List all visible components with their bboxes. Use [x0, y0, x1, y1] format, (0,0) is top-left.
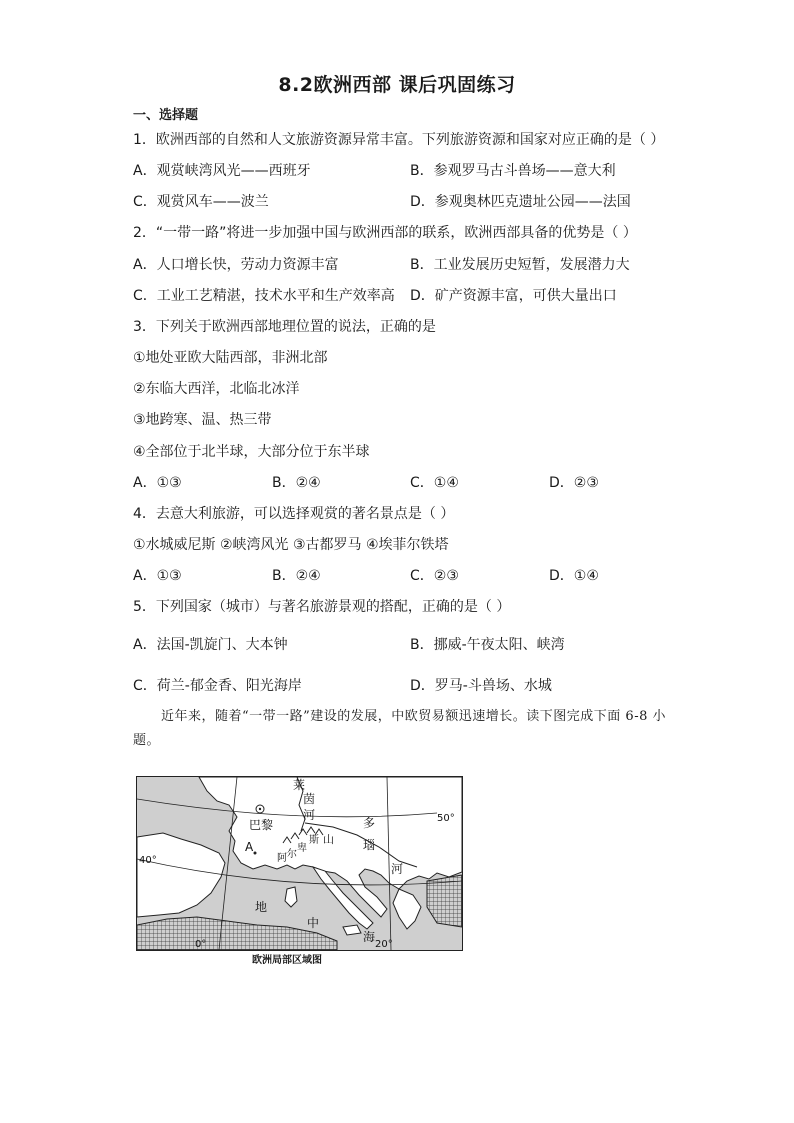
question-3-option-b[interactable]: B．②④: [272, 475, 321, 491]
question-3-option-c[interactable]: C．①④: [410, 475, 459, 491]
question-2-option-a[interactable]: A．人口增长快，劳动力资源丰富: [133, 257, 339, 273]
rhine-label-1: 莱: [293, 778, 306, 792]
question-1-option-a[interactable]: A．观赏峡湾风光——西班牙: [133, 163, 311, 179]
paris-label: 巴黎: [249, 818, 274, 832]
med-label-3: 海: [363, 930, 376, 944]
question-1-option-d[interactable]: D．参观奥林匹克遗址公园——法国: [410, 194, 631, 210]
question-3-statement-4: ④全部位于北半球，大部分位于东半球: [133, 444, 370, 460]
question-5-stem: 5．下列国家（城市）与著名旅游景观的搭配，正确的是（ ）: [133, 599, 511, 615]
rhine-label-3: 河: [303, 808, 316, 822]
rhine-label-2: 茵: [303, 792, 316, 806]
page-title: 8.2欧洲西部 课后巩固练习: [278, 74, 516, 96]
question-3-option-a[interactable]: A．①③: [133, 475, 182, 491]
med-label-2: 中: [307, 916, 320, 930]
question-4-statements: ①水城威尼斯 ②峡湾风光 ③古都罗马 ④埃菲尔铁塔: [133, 537, 449, 553]
alps-label-3: 卑: [297, 843, 307, 854]
point-a-marker: [254, 852, 257, 855]
latitude-40-label: 40°: [139, 855, 157, 866]
longitude-20-label: 20°: [375, 939, 393, 950]
latitude-50-label: 50°: [437, 813, 455, 824]
alps-label-4: 斯: [309, 835, 319, 846]
alps-label-1: 阿: [277, 853, 287, 864]
danube-label-3: 河: [391, 862, 404, 876]
question-1-stem: 1．欧洲西部的自然和人文旅游资源异常丰富。下列旅游资源和国家对应正确的是（ ）: [133, 132, 665, 148]
question-4-option-d[interactable]: D．①④: [549, 568, 599, 584]
question-3-stem: 3．下列关于欧洲西部地理位置的说法，正确的是: [133, 319, 436, 335]
question-2-option-d[interactable]: D．矿产资源丰富，可供大量出口: [410, 288, 617, 304]
question-5-option-c[interactable]: C．荷兰-郁金香、阳光海岸: [133, 678, 302, 694]
question-2-option-c[interactable]: C．工业工艺精湛，技术水平和生产效率高: [133, 288, 395, 304]
question-5-option-b[interactable]: B．挪威-午夜太阳、峡湾: [410, 637, 565, 653]
question-3-statement-2: ②东临大西洋，北临北冰洋: [133, 381, 300, 397]
danube-label-2: 瑙: [363, 838, 376, 852]
question-3-statement-3: ③地跨寒、温、热三带: [133, 412, 272, 428]
longitude-0-label: 0°: [195, 939, 207, 950]
med-label-1: 地: [255, 900, 268, 914]
europe-map: [136, 776, 463, 951]
question-4-stem: 4．去意大利旅游，可以选择观赏的著名景点是（ ）: [133, 506, 455, 522]
land-sicily: [343, 925, 361, 935]
reading-intro: 近年来，随着“一带一路”建设的发展，中欧贸易额迅速增长。读下图完成下面 6-8 小题。: [133, 709, 666, 748]
question-5-option-d[interactable]: D．罗马-斗兽场、水城: [410, 678, 552, 694]
section-heading: 一、选择题: [133, 108, 199, 123]
danube-label-1: 多: [363, 816, 376, 830]
question-1-option-c[interactable]: C．观赏风车——波兰: [133, 194, 269, 210]
question-4-option-a[interactable]: A．①③: [133, 568, 182, 584]
point-a-label: A: [245, 840, 254, 854]
map-caption: 欧洲局部区域图: [252, 955, 322, 966]
question-3-option-d[interactable]: D．②③: [549, 475, 599, 491]
question-2-option-b[interactable]: B．工业发展历史短暂，发展潜力大: [410, 257, 630, 273]
question-1-option-b[interactable]: B．参观罗马古斗兽场——意大利: [410, 163, 616, 179]
question-4-option-b[interactable]: B．②④: [272, 568, 321, 584]
question-2-stem: 2．“一带一路”将进一步加强中国与欧洲西部的联系，欧洲西部具备的优势是（ ）: [133, 225, 637, 241]
question-4-option-c[interactable]: C．②③: [410, 568, 459, 584]
question-5-option-a[interactable]: A．法国-凯旋门、大本钟: [133, 637, 288, 653]
alps-label-5: 山: [323, 833, 334, 846]
alps-label-2: 尔: [287, 849, 297, 860]
question-3-statement-1: ①地处亚欧大陆西部，非洲北部: [133, 350, 328, 366]
